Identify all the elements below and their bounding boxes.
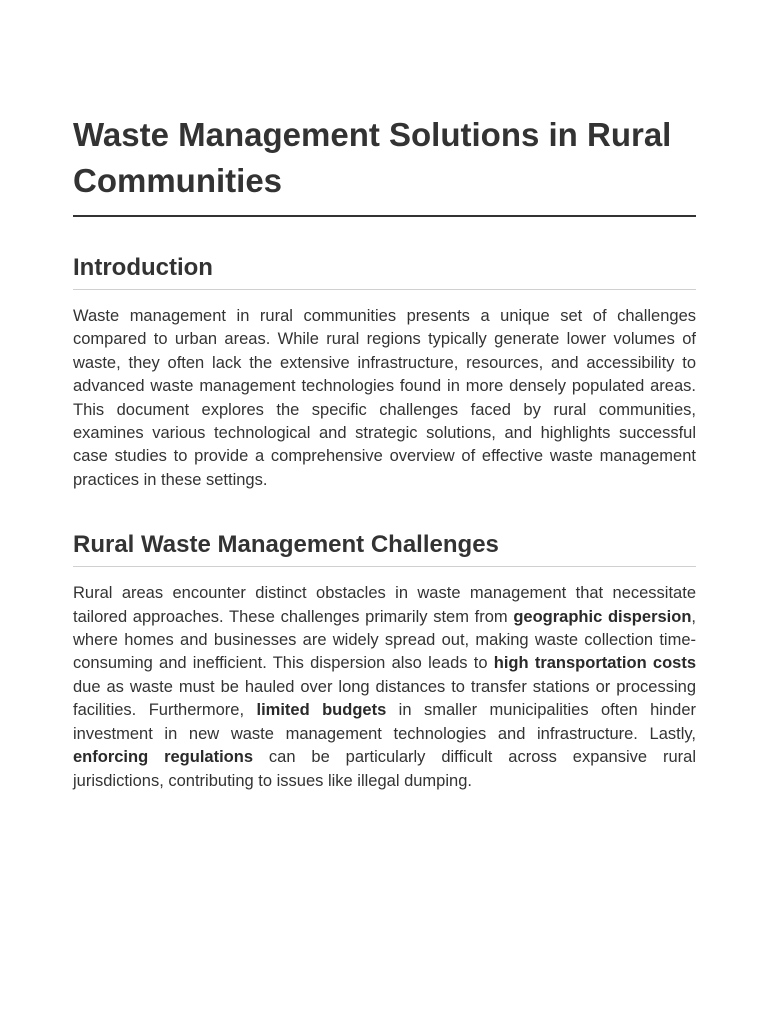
introduction-paragraph: Waste management in rural communities presents a unique set of challenges compared to urban areas. While rural regions typically generate lower volumes of waste, they often lack the extensive infrastructure, resources, and accessibility to advanced waste management technologies found in more densely populated areas. This document explores the specific challenges faced by rural communities, examines various technological and strategic solutions, and highlights successful case studies to provide a comprehensive overview of effective waste management practices in these settings. (73, 307, 696, 489)
enforcing-regulations-term: enforcing regulations (73, 748, 253, 767)
introduction-heading: Introduction (73, 253, 696, 290)
high-transportation-costs-term: high transportation costs (493, 654, 696, 673)
challenges-text-4: in smaller municipalities often hinder investment in new waste management technologies and infrastructure. Lastly, (73, 701, 697, 743)
document-title: Waste Management Solutions in Rural Communities (73, 112, 696, 217)
challenges-text-2: , where homes and businesses are widely spread out, making waste collection time-consuming and inefficient. This dispersion also leads to (73, 607, 696, 673)
challenges-heading: Rural Waste Management Challenges (73, 530, 696, 567)
limited-budgets-term: limited budgets (256, 701, 387, 720)
challenges-text-5: can be particularly difficult across expansive rural jurisdictions, contributing to issues like illegal dumping. (73, 748, 696, 790)
challenges-paragraph (73, 582, 696, 793)
challenges-text-1: Rural areas encounter distinct obstacles in waste management that necessitate tailored approaches. These challenges primarily stem from (73, 584, 696, 626)
geographic-dispersion-term: geographic dispersion (513, 607, 692, 626)
challenges-text-3: due as waste must be hauled over long distances to transfer stations or processing facilities. Furthermore, (73, 677, 696, 720)
